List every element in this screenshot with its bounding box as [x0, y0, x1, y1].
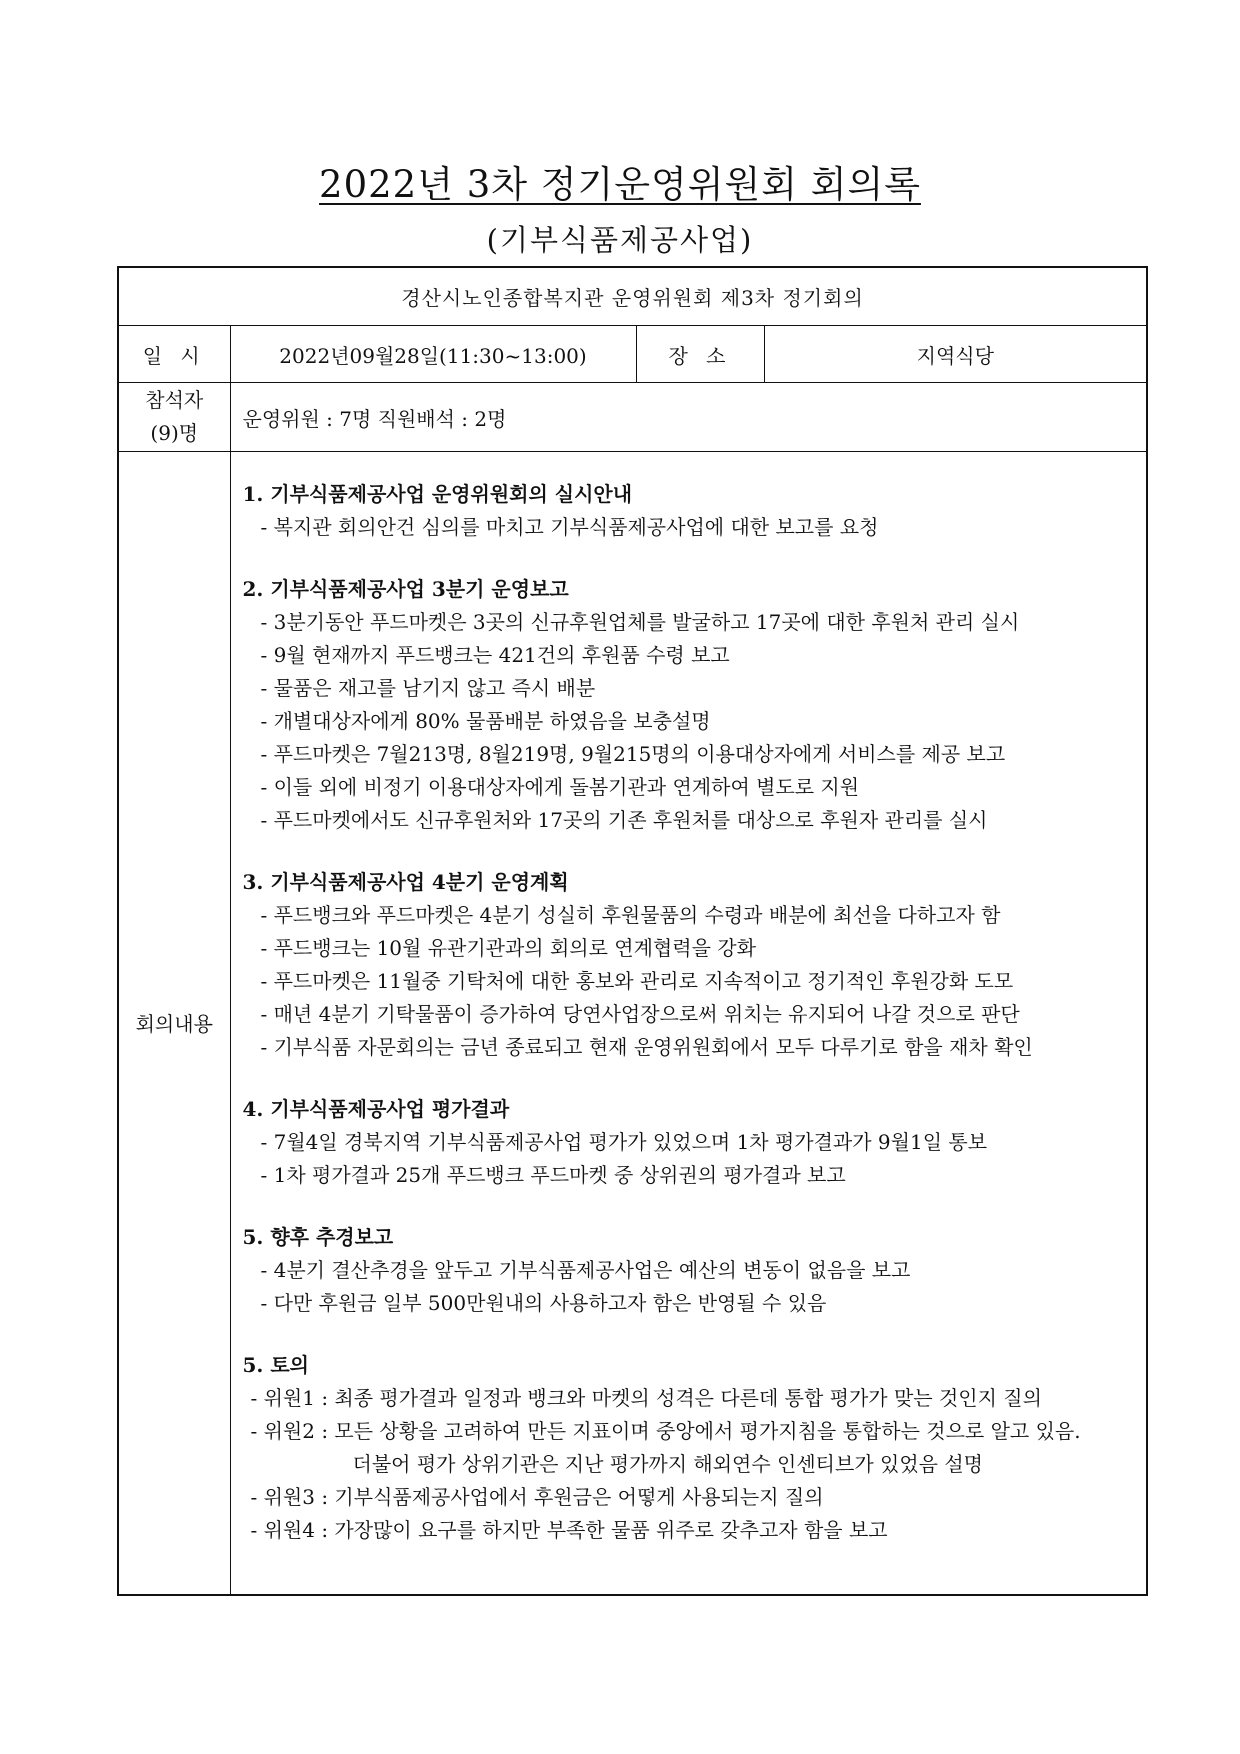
agenda-section	[243, 866, 1137, 1064]
content-label: 회의내용	[118, 452, 230, 1595]
section-title: 5. 토의	[242, 1353, 309, 1377]
section-item: - 매년 4분기 기탁물품이 증가하여 당연사업장으로써 위치는 유지되어 나갈 것으로 판단	[260, 1002, 1020, 1026]
section-item: - 다만 후원금 일부 500만원내의 사용하고자 함은 반영될 수 있음	[260, 1291, 827, 1315]
section-item: - 물품은 재고를 남기지 않고 즉시 배분	[260, 676, 596, 700]
attendees-label-line2: (9)명	[150, 421, 199, 445]
agenda-section	[243, 1349, 1137, 1547]
section-item: - 9월 현재까지 푸드뱅크는 421건의 후원품 수령 보고	[260, 643, 730, 667]
discussion-item: 더불어 평가 상위기관은 지난 평가까지 해외연수 인센티브가 있었음 설명	[352, 1452, 983, 1476]
place-label: 장 소	[636, 326, 764, 383]
section-title: 3. 기부식품제공사업 4분기 운영계획	[242, 870, 569, 894]
date-value: 2022년09월28일(11:30~13:00)	[230, 326, 636, 383]
agenda-section	[243, 573, 1137, 837]
agenda-section	[243, 1093, 1137, 1192]
meeting-content	[230, 452, 1147, 1595]
place-value: 지역식당	[764, 326, 1147, 383]
section-item: - 푸드뱅크는 10월 유관기관과의 회의로 연계협력을 강화	[260, 936, 756, 960]
discussion-item: - 위원1 : 최종 평가결과 일정과 뱅크와 마켓의 성격은 다른데 통합 평가가 맞는 것인지 질의	[250, 1386, 1042, 1410]
document-title-text: 2022년 3차 정기운영위원회 회의록	[319, 163, 921, 206]
section-title: 2. 기부식품제공사업 3분기 운영보고	[242, 577, 569, 601]
discussion-item: - 위원4 : 가장많이 요구를 하지만 부족한 물품 위주로 갖추고자 함을 보고	[250, 1518, 888, 1542]
section-item: - 푸드마켓에서도 신규후원처와 17곳의 기존 후원처를 대상으로 후원자 관리를 실시	[260, 808, 988, 832]
date-label: 일 시	[118, 326, 230, 383]
section-item: - 푸드마켓은 7월213명, 8월219명, 9월215명의 이용대상자에게 서비스를 제공 보고	[260, 742, 1006, 766]
discussion-item: - 위원3 : 기부식품제공사업에서 후원금은 어떻게 사용되는지 질의	[250, 1485, 824, 1509]
discussion-item: - 위원2 : 모든 상황을 고려하여 만든 지표이며 중앙에서 평가지침을 통합하는 것으로 알고 있음.	[250, 1419, 1081, 1443]
section-item: - 기부식품 자문회의는 금년 종료되고 현재 운영위원회에서 모두 다루기로 함을 재차 확인	[260, 1035, 1033, 1059]
section-item: - 푸드뱅크와 푸드마켓은 4분기 성실히 후원물품의 수령과 배분에 최선을 다하고자 함	[260, 903, 1001, 927]
section-item: - 복지관 회의안건 심의를 마치고 기부식품제공사업에 대한 보고를 요청	[260, 515, 879, 539]
section-title: 5. 향후 추경보고	[242, 1225, 394, 1249]
section-item: - 개별대상자에게 80% 물품배분 하였음을 보충설명	[260, 709, 711, 733]
attendees-value: 운영위원 : 7명 직원배석 : 2명	[230, 383, 1147, 452]
section-item: - 이들 외에 비정기 이용대상자에게 돌봄기관과 연계하여 별도로 지원	[260, 775, 860, 799]
document-subtitle: (기부식품제공사업)	[486, 223, 754, 257]
attendees-label-line1: 참석자	[145, 388, 204, 412]
section-title: 4. 기부식품제공사업 평가결과	[242, 1097, 510, 1121]
section-title: 1. 기부식품제공사업 운영위원회의 실시안내	[242, 482, 633, 506]
section-item: - 푸드마켓은 11월중 기탁처에 대한 홍보와 관리로 지속적이고 정기적인 후원강화 도모	[260, 969, 1014, 993]
content-sections	[243, 478, 1137, 1547]
minutes-table	[117, 266, 1148, 1596]
agenda-section	[243, 1221, 1137, 1320]
document-title	[0, 154, 1240, 208]
section-item: - 3분기동안 푸드마켓은 3곳의 신규후원업체를 발굴하고 17곳에 대한 후원처 관리 실시	[260, 610, 1020, 634]
section-item: - 7월4일 경북지역 기부식품제공사업 평가가 있었으며 1차 평가결과가 9월1일 통보	[260, 1130, 988, 1154]
agenda-section	[243, 478, 1137, 544]
section-item: - 4분기 결산추경을 앞두고 기부식품제공사업은 예산의 변동이 없음을 보고	[260, 1258, 911, 1282]
meeting-header: 경산시노인종합복지관 운영위원회 제3차 정기회의	[118, 267, 1147, 326]
section-item: - 1차 평가결과 25개 푸드뱅크 푸드마켓 중 상위권의 평가결과 보고	[260, 1163, 846, 1187]
attendees-label	[118, 383, 230, 452]
